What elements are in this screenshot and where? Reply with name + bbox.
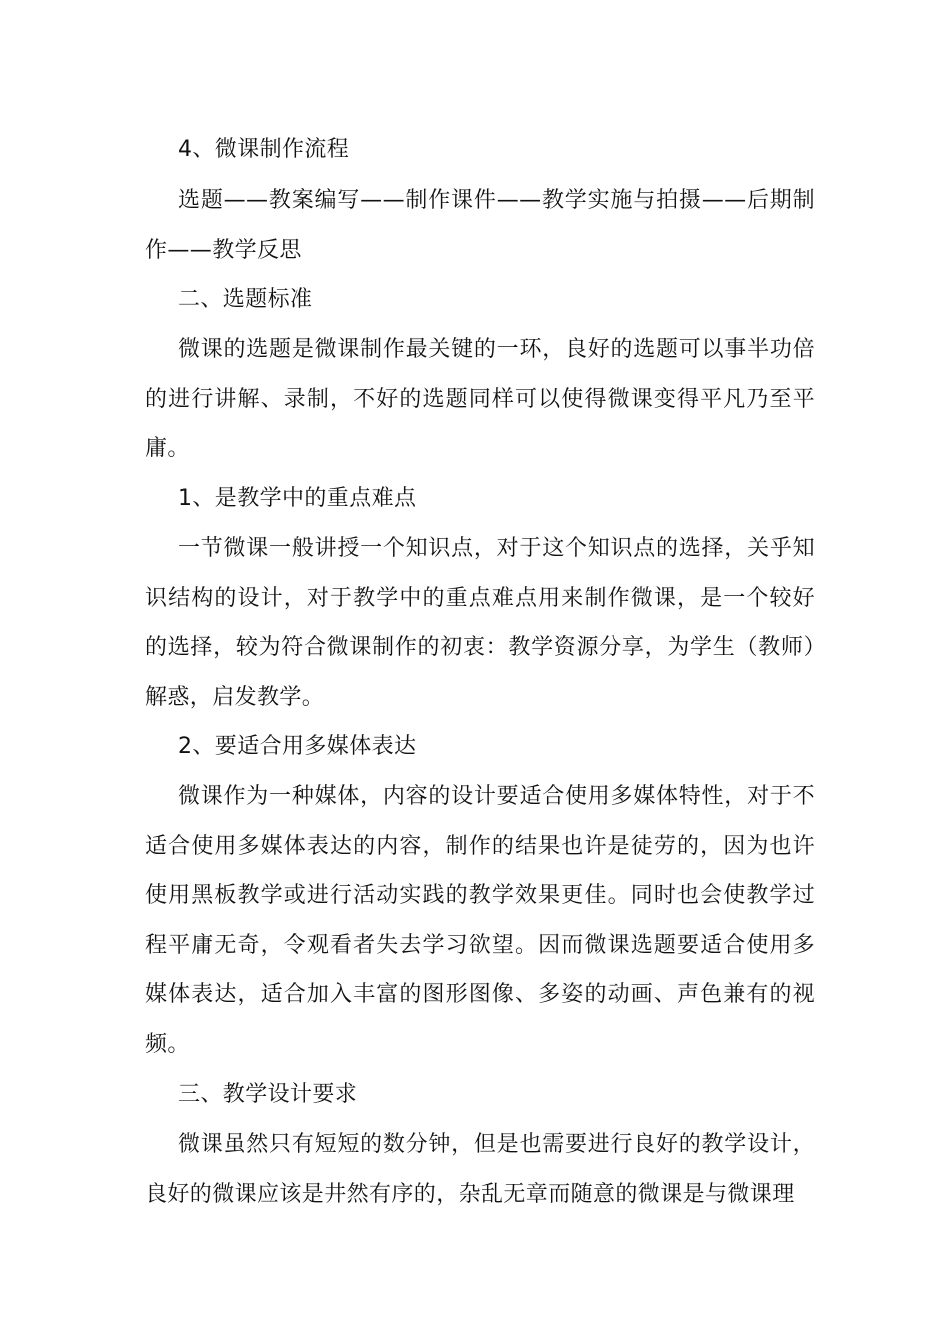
design-requirements-paragraph: 微课虽然只有短短的数分钟，但是也需要进行良好的教学设计，良好的微课应该是井然有序的，杂乱无章而随意的微课是与微课理 bbox=[145, 1132, 815, 1207]
section-heading-topic-criteria: 二、选题标准 bbox=[178, 287, 313, 312]
subheading-key-points: 1、是教学中的重点难点 bbox=[178, 486, 417, 511]
section-heading-workflow: 4、微课制作流程 bbox=[178, 137, 350, 162]
subheading-multimedia: 2、要适合用多媒体表达 bbox=[178, 734, 417, 759]
topic-selection-paragraph: 微课的选题是微课制作最关键的一环，良好的选题可以事半功倍的进行讲解、录制，不好的选题同样可以使得微课变得平凡乃至平庸。 bbox=[145, 337, 815, 461]
key-points-paragraph: 一节微课一般讲授一个知识点，对于这个知识点的选择，关乎知识结构的设计，对于教学中的重点难点用来制作微课，是一个较好的选择，较为符合微课制作的初衷：教学资源分享，为学生（教师）解惑，启发教学。 bbox=[145, 536, 815, 710]
workflow-steps-paragraph: 选题——教案编写——制作课件——教学实施与拍摄——后期制作——教学反思 bbox=[145, 188, 815, 263]
section-heading-design-requirements: 三、教学设计要求 bbox=[178, 1082, 358, 1107]
multimedia-paragraph: 微课作为一种媒体，内容的设计要适合使用多媒体特性，对于不适合使用多媒体表达的内容，制作的结果也许是徒劳的，因为也许使用黑板教学或进行活动实践的教学效果更佳。同时也会使教学过程平庸无奇，令观看者失去学习欲望。因而微课选题要适合使用多媒体表达，适合加入丰富的图形图像、多姿的动画、声色兼有的视频。 bbox=[145, 784, 815, 1057]
